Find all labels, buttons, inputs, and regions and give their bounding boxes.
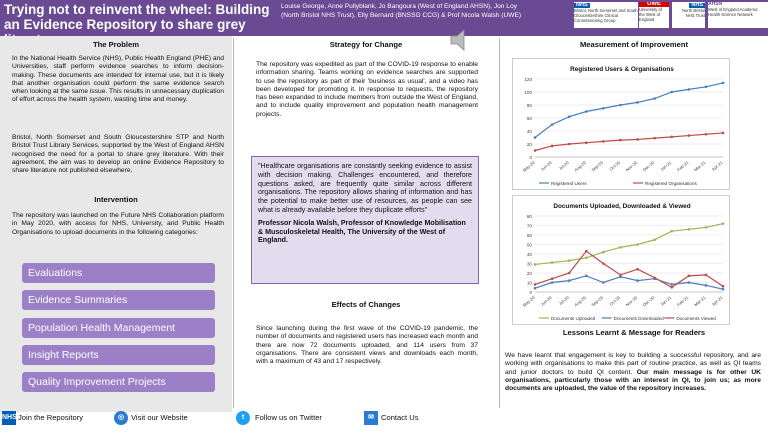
problem-paragraph-1: In the National Health Service (NHS), Public Health England (PHE) and Universities, staff perform evidence searches to inform decision-making. These documents are intended for internal use, but it is likely that another organisation could perform the same evidence search when looking at the same issue. This results in unnecessary duplication of effort across the health system, wasting time and money. <box>12 55 224 104</box>
data-point <box>551 277 554 280</box>
data-point <box>568 259 571 262</box>
data-point <box>602 107 605 110</box>
data-point <box>534 263 537 266</box>
x-tick-label: Dec-20 <box>641 294 656 308</box>
x-tick-label: Feb-21 <box>676 294 690 308</box>
data-point <box>585 110 588 113</box>
x-tick-label: Aug-20 <box>573 294 587 308</box>
x-tick-label: Jun-20 <box>539 159 553 173</box>
data-point <box>534 149 537 152</box>
y-tick-label: 70 <box>526 223 532 229</box>
documents-chart-svg <box>513 196 731 326</box>
data-point <box>585 250 588 253</box>
effects-paragraph: Since launching during the first wave of the COVID-19 pandemic, the number of documents and registered users has increased each month and there are now 72 documents uploaded, and 114 users from 37 organisations. There are consistent views and downloads each month, with a maximum of 43 and 17 respectively. <box>256 325 478 366</box>
data-point <box>551 261 554 264</box>
series-line <box>535 224 723 265</box>
data-point <box>670 230 673 233</box>
data-point <box>653 97 656 100</box>
intervention-heading: Intervention <box>94 195 138 204</box>
poster-authors <box>281 3 566 20</box>
strategy-paragraph: The repository was expedited as part of the COVID-19 response to enable information sharing. Teams working on evidence searches are supported to use the repository as part of their 'business as usual', and a video has been developed for promoting it. In response to requests, the repository has been expanded to include members from outside the West of England, and to include quality improvement and population health management projects. <box>256 61 478 118</box>
data-point <box>585 141 588 144</box>
logo-strip <box>572 2 768 30</box>
x-tick-label: Oct-20 <box>608 159 622 172</box>
data-point <box>722 222 725 225</box>
chart-title: Registered Users & Organisations <box>570 66 674 73</box>
measurement-heading: Measurement of Improvement <box>579 40 689 49</box>
users-chart-svg <box>513 59 731 191</box>
x-tick-label: May-20 <box>521 159 536 173</box>
data-point <box>688 275 691 278</box>
x-tick-label: May-20 <box>521 294 536 308</box>
uwe-logo-text: University of the West of England <box>639 7 663 22</box>
data-point <box>551 123 554 126</box>
x-tick-label: Apr-21 <box>710 159 724 172</box>
data-point <box>653 276 656 279</box>
data-point <box>670 286 673 289</box>
data-point <box>688 228 691 231</box>
envelope-icon[interactable]: ✉ <box>364 411 378 425</box>
data-point <box>534 136 537 139</box>
y-tick-label: 80 <box>526 103 532 108</box>
x-tick-label: Nov-20 <box>624 159 639 173</box>
y-tick-label: 40 <box>526 129 532 134</box>
data-point <box>568 279 571 282</box>
legend-label: Documents Uploaded <box>551 316 596 321</box>
data-point <box>585 257 588 260</box>
quote-author: Professor Nicola Walsh, Professor of Knowledge Mobilisation & Musculoskeletal Health, The University of the West of England. <box>258 218 466 245</box>
y-tick-label: 50 <box>526 242 532 248</box>
website-link[interactable]: Visit our Website <box>131 413 188 422</box>
footer-bar <box>0 405 500 435</box>
data-point <box>653 238 656 241</box>
category-population-health-management: Population Health Management <box>22 318 215 338</box>
data-point <box>619 246 622 249</box>
series-line <box>535 133 723 151</box>
category-quality-improvement-projects: Quality Improvement Projects <box>22 372 215 392</box>
header-banner <box>0 0 768 36</box>
lessons-bold-message: Our main message is for other UK organisations, particularly those with an interest in QI, to join us; as more documents are uploaded, the value of the repository increases. <box>505 368 761 393</box>
y-tick-label: 0 <box>529 155 532 160</box>
nbt-logo <box>672 2 705 28</box>
data-point <box>585 275 588 278</box>
data-point <box>619 104 622 107</box>
data-point <box>619 139 622 142</box>
data-point <box>670 91 673 94</box>
legend-label: Registered Users <box>551 181 587 186</box>
users-chart <box>512 58 730 190</box>
data-point <box>705 133 708 136</box>
uwe-logo-mark: UWE <box>639 2 669 7</box>
data-point <box>705 284 708 287</box>
documents-chart <box>512 195 730 325</box>
category-evidence-summaries: Evidence Summaries <box>22 290 215 310</box>
quote-box <box>251 156 479 284</box>
series-line <box>535 83 723 138</box>
ahsn-logo-text: West of England Academic Health Science Network <box>708 7 758 17</box>
ahsn-logo <box>708 2 768 28</box>
data-point <box>568 272 571 275</box>
x-tick-label: Mar-21 <box>693 159 707 173</box>
category-evaluations: Evaluations <box>22 263 215 283</box>
lessons-heading: Lessons Learnt & Message for Readers <box>562 328 706 337</box>
data-point <box>602 251 605 254</box>
nbt-logo-text: North Bristol NHS Trust <box>681 8 705 18</box>
nhs-icon[interactable]: NHS <box>2 411 16 425</box>
globe-icon[interactable]: ◎ <box>114 411 128 425</box>
y-tick-label: 100 <box>524 90 532 95</box>
data-point <box>722 285 725 288</box>
intervention-paragraph: The repository was launched on the Future NHS Collaboration platform in May 2020, with access for NHS, University, and Public Health Organisations to upload documents in the following categories: <box>12 212 224 236</box>
twitter-icon[interactable]: t <box>236 411 250 425</box>
twitter-link[interactable]: Follow us on Twitter <box>255 413 322 422</box>
x-tick-label: Mar-21 <box>693 294 707 308</box>
x-tick-label: Jan-21 <box>659 159 673 173</box>
speaker-icon[interactable] <box>448 28 472 52</box>
data-point <box>636 243 639 246</box>
poster-title: Trying not to reinvent the wheel: Building an Evidence Repository to share grey <box>4 2 270 32</box>
bnssg-ccg-logo-text: Bristol, North Somerset and South Gloucestershire Clinical Commissioning Group <box>574 8 638 23</box>
data-point <box>636 279 639 282</box>
data-point <box>534 283 537 286</box>
y-tick-label: 60 <box>526 116 532 121</box>
data-point <box>636 138 639 141</box>
column-divider-2 <box>499 38 500 408</box>
data-point <box>705 274 708 277</box>
data-point <box>705 226 708 229</box>
problem-paragraph-2: Bristol, North Somerset and South Gloucestershire STP and North Bristol Trust Library Services, supported by the West of England AHSN recognised the need for a portal to share grey literature. With their agreement, the aim was to develop an online Evidence Repository to share literature not published elsewhere. <box>12 134 224 175</box>
data-point <box>705 86 708 89</box>
data-point <box>670 136 673 139</box>
x-tick-label: Jul-20 <box>557 294 570 307</box>
x-tick-label: Aug-20 <box>573 159 587 173</box>
data-point <box>636 268 639 271</box>
data-point <box>636 101 639 104</box>
legend-label: Documents Viewed <box>676 316 716 321</box>
y-tick-label: 0 <box>529 290 532 295</box>
x-tick-label: Jul-20 <box>557 159 570 172</box>
data-point <box>722 288 725 291</box>
x-tick-label: Dec-20 <box>641 159 656 173</box>
x-tick-label: Jun-20 <box>539 294 553 308</box>
data-point <box>602 140 605 143</box>
y-tick-label: 10 <box>526 280 532 286</box>
x-tick-label: Sep-20 <box>590 159 605 173</box>
data-point <box>619 274 622 277</box>
nhs-logo-mark-2: NHS <box>691 2 703 8</box>
data-point <box>551 145 554 148</box>
join-repository-link[interactable]: Join the Repository <box>18 413 84 422</box>
data-point <box>568 115 571 118</box>
data-point <box>551 281 554 284</box>
problem-heading: The Problem <box>93 40 139 49</box>
x-tick-label: Feb-21 <box>676 159 690 173</box>
nhs-logo-mark: NHS <box>576 2 588 8</box>
y-tick-label: 40 <box>526 252 532 257</box>
authors-line-1: Louise George, Anne Pullyblank, Jo Bangoura (West of England AHSN), Jon Loy <box>281 3 517 10</box>
column-divider-1 <box>233 38 234 408</box>
y-tick-label: 20 <box>526 142 532 147</box>
data-point <box>688 281 691 284</box>
y-tick-label: 30 <box>526 261 532 267</box>
data-point <box>688 134 691 137</box>
x-tick-label: Sep-20 <box>590 294 605 308</box>
x-tick-label: Jan-21 <box>659 294 673 308</box>
data-point <box>722 82 725 85</box>
data-point <box>602 281 605 284</box>
contact-link[interactable]: Contact Us <box>381 413 419 422</box>
chart-title: Documents Uploaded, Downloaded & Viewed <box>553 203 691 210</box>
data-point <box>653 137 656 140</box>
data-point <box>722 132 725 135</box>
data-point <box>602 262 605 265</box>
x-tick-label: Oct-20 <box>608 294 622 307</box>
data-point <box>534 287 537 290</box>
legend-label: Registered Organisations <box>645 181 697 186</box>
ahsn-logo-mark: AHSN <box>708 2 723 7</box>
strategy-heading: Strategy for Change <box>329 40 403 49</box>
y-tick-label: 80 <box>526 214 532 219</box>
legend-label: Documents Downloaded <box>613 316 664 321</box>
uwe-logo <box>639 2 669 28</box>
data-point <box>670 283 673 286</box>
quote-text: "Healthcare organisations are constantly seeking evidence to assist with decision making. Challenges encountered, and therefore questions asked, are frequently quite similar across different organisations. The repository allows sharing of information and has the potential to make better use of resources, as people can see what is already available before they duplicate efforts" <box>258 162 472 214</box>
category-insight-reports: Insight Reports <box>22 345 215 365</box>
x-tick-label: Nov-20 <box>624 294 639 308</box>
x-tick-label: Apr-21 <box>710 294 724 307</box>
bnssg-ccg-logo <box>574 2 638 28</box>
effects-heading: Effects of Changes <box>331 300 401 309</box>
lessons-text: We have learnt that engagement is key to building a successful repository, and are working with organisations to make this part of routine practice, as well as QI teams and junior doctors to build QI content. <box>505 352 761 376</box>
y-tick-label: 60 <box>526 233 532 238</box>
y-tick-label: 20 <box>526 271 532 276</box>
authors-line-2: (North Bristol NHS Trust), Elly Bernard (BNSSG CCG) & Prof Nicola Walsh (UWE) <box>281 11 522 19</box>
data-point <box>688 88 691 91</box>
lessons-paragraph <box>505 352 761 393</box>
data-point <box>568 143 571 146</box>
y-tick-label: 120 <box>524 77 532 82</box>
